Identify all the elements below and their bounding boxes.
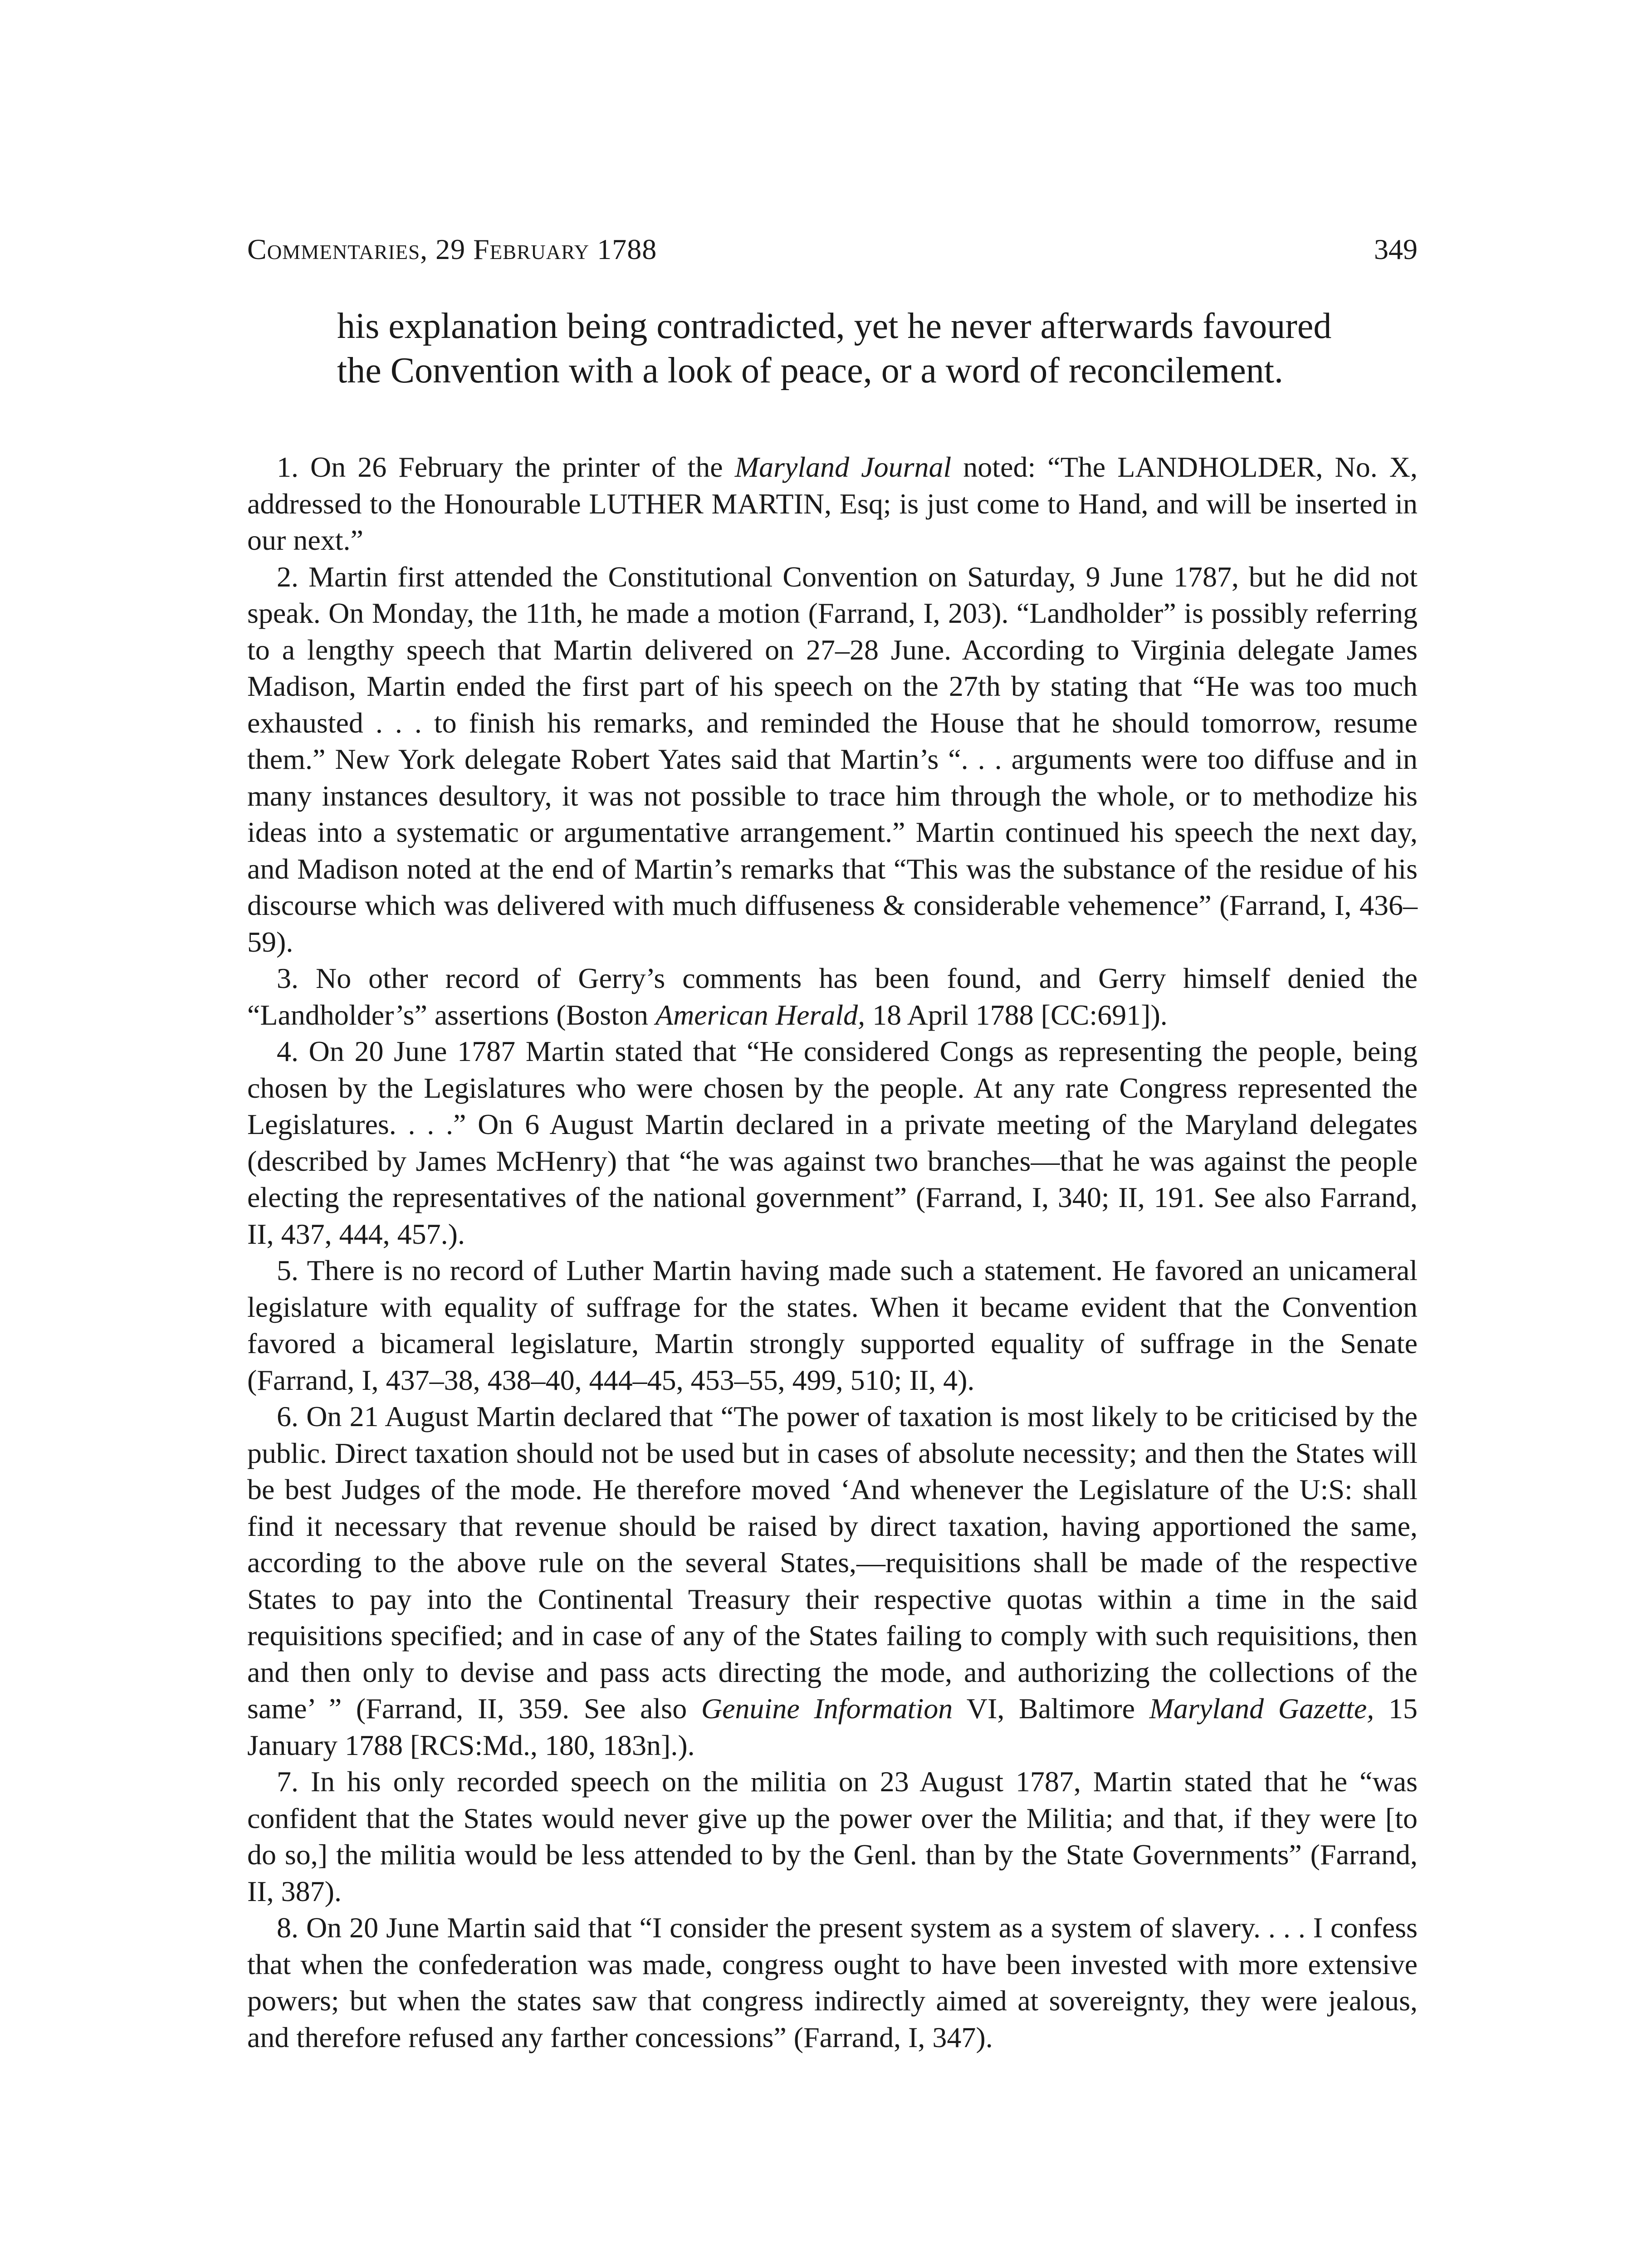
note-text: 6. On 21 August Martin declared that “The power of taxation is most likely to be criticised by the public. Direct taxation should not be used but in cases of absolute necessity; and then the States will be best Judges of the mode. He therefore moved ‘And whenever the Legislature of the U:S: shall find it necessary that revenue should be raised by direct taxation, having apportioned the same, according to the above rule on the several States,—requisitions shall be made of the respective States to pay into the Continental Treasury their respective quotas within a time in the said requisitions specified; and in case of any of the States failing to comply with such requisitions, then and then only to devise and pass acts directing the mode, and authorizing the collections of the same’ ” (Farrand, II, 359. See also [247,1400,1418,1725]
running-title: Commentaries, 29 February 1788 [247,233,657,265]
block-quote: his explanation being contradicted, yet he never afterwards favoured the Convention with a look of peace, or a word of reconcilement. [337,306,1332,391]
footnote-7 [247,1764,1418,1910]
note-italic-title: Maryland Gazette, [1149,1692,1374,1725]
note-text: 1. On 26 February the printer of the [277,451,735,483]
note-text: 3. No other record of Gerry’s comments has been found, and Gerry himself denied the “Landholder’s” assertions (Boston [247,962,1418,1031]
running-head [247,229,1418,270]
footnote-2 [247,559,1418,961]
footnote-8 [247,1910,1418,2056]
note-text: 2. Martin first attended the Constitutional Convention on Saturday, 9 June 1787, but he did not speak. On Monday, the 11th, he made a motion (Farrand, I, 203). “Landholder” is possibly referring to a lengthy speech that Martin delivered on 27–28 June. According to Virginia delegate James Madison, Martin ended the first part of his speech on the 27th by stating that “He was too much exhausted . . . to finish his remarks, and reminded the House that he should tomorrow, resume them.” New York delegate Robert Yates said that Martin’s “. . . arguments were too diffuse and in many instances desultory, it was not possible to trace him through the whole, or to methodize his ideas into a systematic or argumentative arrangement.” Martin continued his speech the next day, and Madison noted at the end of Martin’s remarks that “This was the substance of the residue of his discourse which was delivered with much diffuseness & considerable vehemence” (Farrand, I, 436–59). [247,560,1418,958]
note-text: VI, Baltimore [953,1692,1149,1725]
note-text: 8. On 20 June Martin said that “I consider the present system as a system of slavery. . . . I confess that when the confederation was made, congress ought to have been invested with more extensive powers; but when the states saw that congress indirectly aimed at sovereignty, they were jealous, and therefore refused any farther concessions” (Farrand, I, 347). [247,1911,1418,2053]
footnote-4 [247,1033,1418,1252]
footnote-3 [247,960,1418,1033]
note-italic-title: American Herald, [655,998,865,1031]
note-text: 7. In his only recorded speech on the militia on 23 August 1787, Martin stated that he “was confident that the States would never give up the power over the Militia; and that, if they were [to do so,] the militia would be less attended to by the Genl. than by the State Governments” (Farrand, II, 387). [247,1765,1418,1907]
page-number: 349 [1374,233,1418,265]
footnote-1 [247,449,1418,559]
note-italic-title: Maryland Journal [734,451,952,483]
footnote-6 [247,1398,1418,1764]
footnotes [247,449,1418,2056]
footnote-5 [247,1252,1418,1398]
note-text: noted: “The LANDHOLDER, No. X, addressed to the Honourable LUTHER MARTIN, Esq; is just come to Hand, and will be inserted in our next.” [247,451,1418,556]
note-text: 5. There is no record of Luther Martin having made such a statement. He favored an unicameral legislature with equality of suffrage for the states. When it became evident that the Convention favored a bicameral legislature, Martin strongly supported equality of suffrage in the Senate (Farrand, I, 437–38, 438–40, 444–45, 453–55, 499, 510; II, 4). [247,1254,1418,1396]
note-text: 18 April 1788 [CC:691]). [865,998,1168,1031]
note-text: 4. On 20 June 1787 Martin stated that “He considered Congs as representing the people, being chosen by the Legislatures who were chosen by the people. At any rate Congress represented the Legislatures. . . .” On 6 August Martin declared in a private meeting of the Maryland delegates (described by James McHenry) that “he was against two branches—that he was against the people electing the representatives of the national government” (Farrand, I, 340; II, 191. See also Farrand, II, 437, 444, 457.). [247,1035,1418,1250]
note-text: 15 January 1788 [RCS:Md., 180, 183n].). [247,1692,1418,1761]
note-italic-title: Genuine Information [701,1692,953,1725]
